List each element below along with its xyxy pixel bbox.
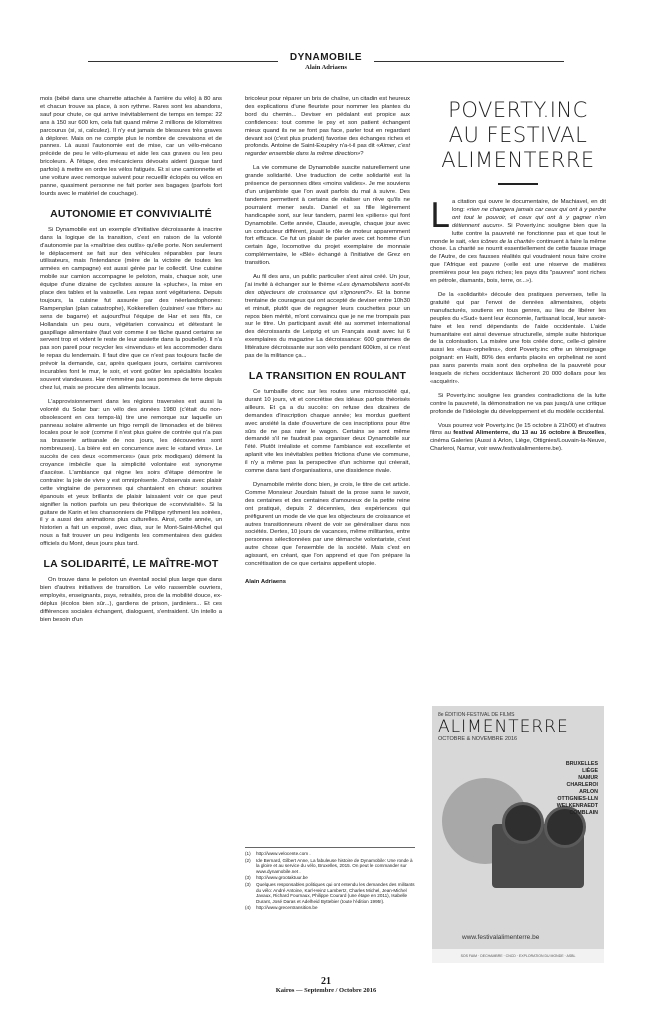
- film-reel-icon: [502, 802, 544, 844]
- paragraph: La vie commune de Dynamobile suscite naturellement une grande solidarité. Une traduction de cette solidarité est la présence de personnes dites «moins valides». Je me souviens d'un unijambiste que l'on avait parfois du mal à suivre. Des tandems permettent à certains de réaliser un rêve qu'ils ne pourraient mener seuls. Daniel et sa fille légèrement handicapée sont, sur leur tandem, parmi les «piliers» qui font Dynamobile. Cette année, Claude, aveugle, chaque jour avec un conducteur différent, jouait le rôle de moteur apparemment fort efficace. Ce fut un plaisir de parler avec cet homme d'un certain âge, locomotive du projet exemplaire de monnaie complémentaire, le «Blé» échangé à l'initiative de Grez en transition.: [245, 165, 410, 267]
- author-signature: Alain Adriaens: [245, 578, 287, 585]
- festival-poster: [432, 706, 604, 963]
- poster-dates: OCTOBRE & NOVEMBRE 2016: [438, 736, 518, 742]
- footnote: (3) http://www.grootaktuur.be: [245, 875, 308, 881]
- paragraph: bricoleur pour réparer un bris de chaîne, un citadin est heureux des explications d'une fleuriste pour nommer les plantes du bord du chemin... Deviser en pédalant est propice aux confidences: tout comme le psy et son patient échangent mieux quand ils ne se font pas face, parler tout en regardant devant soi (c'est plus prudent) favorise des échanges riches et profonds. Antoine de Saint-Exupéry n'a-t-il pas dit «Aimer, c'est regarder ensemble dans la même direction»?: [245, 96, 410, 158]
- section-heading: LA TRANSITION EN ROULANT: [248, 370, 407, 382]
- column-3-sidebar-article: [430, 98, 606, 460]
- poster-cities: BRUXELLES LIÈGE NAMUR CHARLEROI ARLON OTTIGNIES-LLN WELKENRAEDT COMBLAIN: [556, 761, 598, 816]
- title-rule: [498, 183, 538, 185]
- paragraph: Si Dynamobile est un exemple d'initiative décroissante à inscrire dans la logique de la transition, c'est en raison de la volonté d'autonomie par la «maîtrise des outils» qu'elle porte. Non seulement le déplacement se fait sur des véhicules réparables par leurs utilisateurs, mais l'intendance (mère de la victoire de toutes les armées en campagne) est aussi gérée par le collectif. Une cuisine mobile sur camion accompagne le peloton, mais, chaque soir, une équipe d'une dizaine de cyclistes assure la «pluche», la mise en place des tables et la vaisselle. Les repas sont végétariens. Depuis toujours, la cuisine fut assurée par des néerlandophones: Rampenplan (plan catastrophe), Kokkerellen (cuisiner/ «se frîter» au sens de bagarre) et aujourd'hui l'équipe de Har et ses fils, ce Hollandais un peu ours, végétarien convaincu et détestant le gaspillage alimentaire (faut voir comme il se fâche quand certains se servent trop et vident le reste de leur assiette dans la poubelle). Il n'a pas son pareil pour recycler les «invendus» et les accommoder dans le repas du lendemain. Il faut dire que ce n'est pas toujours facile de prévoir la demande, car, après quelques jours, certains carnivores incurables font le mur, le soir, et vont goûter les spécialités locales souvent viandeuses. Har n'emmène pas ses pommes de terre depuis chez lui, mais se procure des aliments locaux.: [40, 226, 222, 391]
- publication-info: Kairos — Septembre / Octobre 2016: [275, 987, 377, 994]
- poster-url: www.festivalalimenterre.be: [462, 934, 540, 941]
- paragraph: On trouve dans le peloton un éventail social plus large que dans bien d'autres initiatives de transition. Le vélo rassemble ouvriers, employés, enseignants, psys, retraités, pros de la mobilité douce, ex-déplus (écolos bien sûr...), gardiens de prison, jardiniers... Et ces différences sociales échangent, dialoguent, s'entraident. Un intello a bien besoin d'un: [40, 577, 222, 623]
- paragraph: Au fil des ans, un public particulier s'est ainsi créé. Un jour, j'ai invité à échanger sur le thème «Les dynamobiliens sont-ils des objecteurs de croissance qui s'ignorent?». Et la bonne trentaine de courageux qui ont accepté de deviser entre 10h30 et minuit, plutôt que de regagner leurs couchettes pour un repos bien mérité, m'ont convaincu que je ne me trompais pas sur le titre. Un participant avait été au sommet international des décroissants de Leipzig et un Français avait avec lui 6 exemplaires du magazine La décroissance: 600 grammes de littérature décroissante sur son vélo pendant 600km, si ce n'est pas de la militance ça...: [245, 274, 410, 360]
- quote: «Les dynamobiliens sont-ils des objecteurs de croissance qui s'ignorent?»: [245, 281, 410, 296]
- quote: «Aimer, c'est regarder ensemble dans la même direction»: [245, 143, 410, 158]
- page-header: [0, 52, 652, 71]
- sponsor-logos: SOS FAIM · DECHAMBRE · CNCD · EXPLORATION DU MONDE · ASBL: [432, 949, 604, 963]
- paragraph: Vous pourrez voir Poverty.inc (le 15 octobre à 21h00) et d'autres films au festival Alimenterre, du 13 au 16 octobre à Bruxelles, cinéma Galeries (Aussi à Arlon, Liège, Ottignies/Louvain-la-Neuve, Charleroi, Namur, voir www.festivalalimenterre.be).: [430, 422, 607, 453]
- column-1: [40, 96, 222, 630]
- poster-edition: 8e ÉDITION·FESTIVAL DE FILMS: [438, 712, 515, 718]
- footnote: (1) http://www.velocente.com .: [245, 851, 311, 856]
- paragraph: La citation qui ouvre le documentaire, de Machiavel, en dit long: «rien ne changera jamais car ceux qui ont à y perdre ont tout le pouvoir, et ceux qui ont à y gagner n'en détiennent aucun». Si Poverty.inc souligne bien que la lutte contre la pauvreté ne fonctionne pas et que tout le monde le sait, «les icônes de la charité» continuent à faire la même chose. La charité se nourrit essentiellement de cette fausse image de l'Autre, de ces fausses réalités qui voudraient nous faire croire que l'Afrique est pauvre («elle est une réserve de matières premières pour les pays riches; les pays dits "pauvres" sont riches en pétrole, diamants, bois, terre, or...»).: [430, 196, 606, 285]
- paragraph: mois (bébé dans une charrette attachée à l'arrière du vélo) à 80 ans et chacun trouve sa place, à son rythme. Rares sont les abandons, sauf pour chute, ce qui arrive inévitablement de temps en temps: 22 ans à 150 sur 600 km, cela fait quand même 2 millions de kilomètres parcourus (si, si, calculez). Il n'y eut jamais de blessures très graves à déplorer. Mais on ne compte plus le nombre de crevaisons et de pannes. Là aussi l'autonomie est de mise, car un vélo-mécano précède de peu le vélo-plumeau et aide les cas graves ou les peu bricoleurs. À l'étape, des mécaniciens dévoués aident (jusque tard parfois) à mettre en ordre les vélos fatigués. Et si une camionnette et une voiture avec remorque suivent pour recueillir éclopés ou vélos en panne, quasiment personne ne fait porter ses bagages (parfois fort lourds avec le matériel de couchage).: [40, 96, 222, 197]
- section-heading: AUTONOMIE ET CONVIVIALITÉ: [50, 207, 212, 220]
- quote: «les icônes de la charité»: [468, 238, 535, 245]
- page-footer: [0, 976, 652, 994]
- quote: «rien ne changera jamais car ceux qui ont à y perdre ont tout le pouvoir, et ceux qui ont à y gagner n'en détiennent aucun»: [451, 206, 606, 229]
- paragraph: L'approvisionnement dans les régions traversées est aussi la volonté du Solar bar: un vélo des années 1980 (c'était du non-obsolescent en ces temps-là) tire une remorque sur laquelle un panneau solaire alimente un frigo rempli de limonades et de bières locales pour le soir (comme il n'est plus guère de contrée qui n'a pas sa brasserie artisanale de nos jours, les découvertes sont nombreuses). La bière est en concurrence avec le «stand vins». Le succès de ces deux «commerces» (aux prix modiques) dément la croyance imbécile que la simplicité volontaire est synonyme d'ascèse. L'ambiance qui règne les soirs d'étape démontre le contraire: la joie de vivre y est omniprésente. J'observais avec plaisir cette vingtaine de personnes qui chantaient en chœur: sourires épanouis et yeux brillants de plaisir laissaient voir ce que peut signifier la notion parfois un peu théorique de «convivialité». Si la guitare de Karin et les chansonniers de Philippe rythment les soirées, il y a aussi des animations plus culturelles. Ainsi, cette année, un historien a fait un exposé, avec dias, sur le Mont-Saint-Michel qui nous a fait trouver un peu indigents les commentaires des guides officiels du Mont, deux jours plus tard.: [40, 398, 222, 548]
- paragraph: Ce tumbaille donc sur les routes une microsociété qui, durant 10 jours, vit et concrétise des idéaux parfois théorisés ailleurs. Et ça a du succès: on refuse des dizaines de demandes d'inscription chaque année; les mordus guettent avec anxiété la date d'ouverture de ces inscriptions pour être sûrs de ne pas rater le wagon. Certains se sont même demandé s'il ne faudrait pas organiser deux Dynamobile sur l'été. Plutôt irréaliste et comme l'ambiance est excellente et aplanit vite les inévitables petites frictions d'une vie commune, il n'y a même pas la perspective d'un schisme qui créerait, comme dans tant d'organisations, une dissidence rivale.: [245, 389, 410, 475]
- article-title: POVERTY.INC AU FESTIVAL ALIMENTERRE: [441, 98, 595, 172]
- header-author: Alain Adriaens: [305, 64, 347, 71]
- footnote: (3) Quelques responsables politiques qui ont entendu les demandes des militants du vélo: André Antoine, Karl-Heinz Lambertz, Charles Michel, Jean-Michel Javaux, Richard Fournaux, Philippe Courard (une étape en 2011), Isabelle Durant, José Daras et Adelheid Byttebier (toute l'édition 1995!).: [245, 881, 415, 904]
- footnotes: [245, 847, 415, 912]
- drop-cap: L: [430, 196, 449, 236]
- page-number: 21: [321, 976, 331, 987]
- header-rule-right: [374, 61, 564, 62]
- paragraph: Si Poverty.inc souligne les grandes contradictions de la lutte contre la pauvreté, la démonstration ne va pas jusqu'à une critique profonde de l'idéologie du développement et du modèle occidental.: [430, 392, 606, 415]
- footnote: (4) http://www.grecentransition.be: [245, 905, 318, 911]
- poster-festival-name: ALIMENTERRE: [438, 717, 569, 737]
- paragraph: Dynamobile mérite donc bien, je crois, le titre de cet article. Comme Monsieur Jourdain faisait de la prose sans le savoir, des centaines et des centaines d'amoureux de la petite reine ont pratiqué, depuis 2 décennies, des expériences qui préfigurent un mode de vie que les objecteurs de croissance et autres transitionneurs rêvent de voir se généraliser dans nos sociétés. Dertes, 10 jours de vacances, même militantes, entre personnes sélectionnées par une démarche volontariste, c'est autre chose que l'ensemble de la société. Mais c'est en agissant, en créant, que l'on apprend et que l'on prépare la concrétisation de ce que certains appellent utopie.: [245, 481, 410, 568]
- footnote: (2) Ide Bernard, Gilbert Anne, La fabuleuse histoire de Dynamobile: Une ronde à la gloire et au service du vélo, Bruxelles, 2015. On peut le commander sur www.dynamobile.net .: [245, 857, 413, 874]
- section-title: DYNAMOBILE: [289, 52, 363, 63]
- header-rule-left: [88, 61, 278, 62]
- column-2: [245, 96, 410, 587]
- section-heading: LA SOLIDARITÉ, LE MAÎTRE-MOT: [43, 558, 219, 571]
- paragraph: De la «solidarité» découle des pratiques perverses, telle la gratuité qui par l'envoi de denrées alimentaires, objets manufacturés, soutiens en tous genres, au lieu de libérer les peuples du «Sud» tuent leur économie, l'artisanat local, leur savoir-faire et les rend dépendants de l'aide occidentale. L'aide humanitaire est ainsi devenue structurelle, simple suite historique de la colonisation. La misère une fois créée donc, celle-ci génère aussi les «faux-orphelins», dont Poverty.inc offre un témoignage poignant: en Haïti, 80% des enfants placés en orphelinat ne sont pas sans parents mais sont des orphelins de la pauvreté pour lesquels de riches occidentaux lâcheront 20 000 dollars pour les «acquérir».: [430, 291, 606, 385]
- festival-highlight: festival Alimenterre, du 13 au 16 octobre à Bruxelles: [453, 430, 605, 437]
